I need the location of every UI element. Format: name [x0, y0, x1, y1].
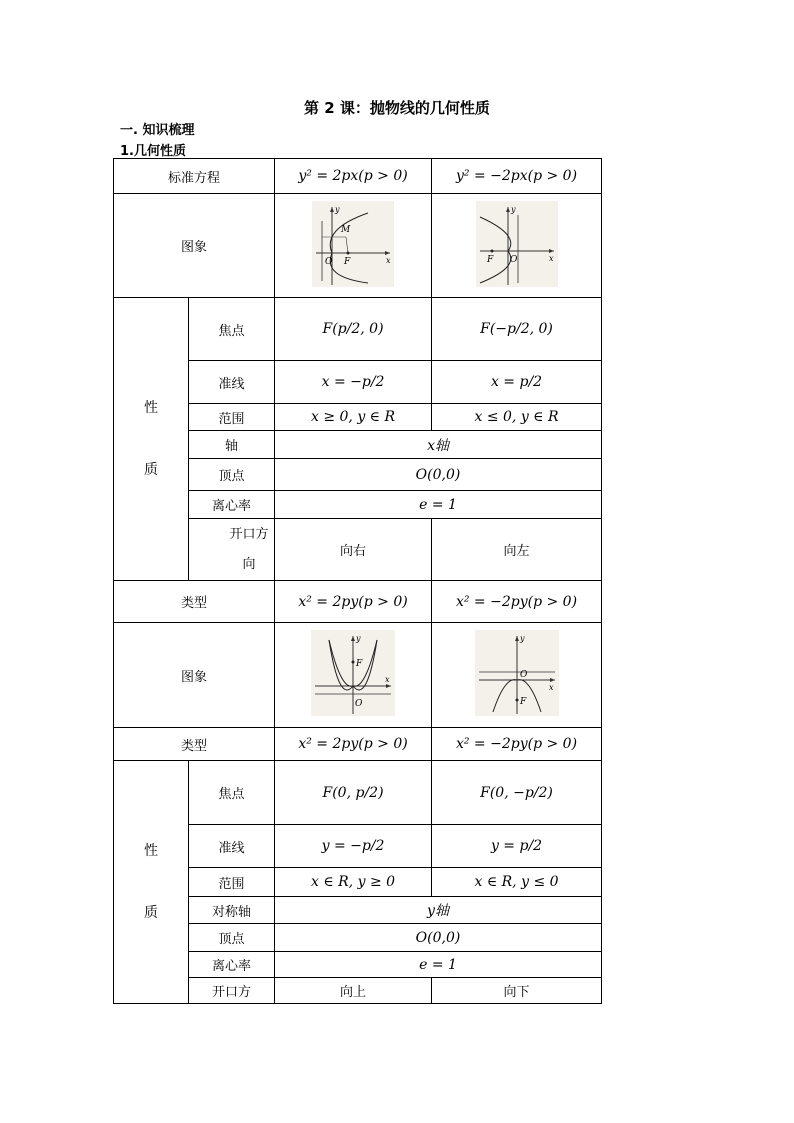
y-axis-label: y [356, 634, 361, 643]
opening-down: 向下 [432, 978, 602, 1004]
eq-right: y² = 2px(p > 0) [298, 168, 408, 184]
focus-label: 焦点 [189, 298, 275, 361]
graph-open-right [312, 201, 394, 287]
origin-label: O [325, 256, 333, 267]
vertex-label: 顶点 [189, 459, 275, 491]
graph-open-left [476, 201, 558, 287]
focus-label-2: 焦点 [189, 761, 275, 825]
image-label: 图象 [114, 194, 275, 298]
opening-left: 向左 [432, 519, 602, 581]
y-axis-label: y [519, 634, 525, 643]
point-m-label: M [341, 224, 351, 235]
properties-label-cell [114, 298, 189, 581]
range-up: x ∈ R, y ≥ 0 [310, 874, 396, 890]
eccentricity-value-2: e = 1 [419, 956, 457, 973]
directrix-right: x = −p/2 [321, 374, 385, 390]
opening-label-2: 开口方 [189, 978, 275, 1004]
prop-char-2: 质 [144, 462, 158, 478]
directrix-up: y = −p/2 [321, 838, 385, 854]
range-label-2: 范围 [189, 868, 275, 897]
page-title: 第 2 课：抛物线的几何性质 [304, 99, 490, 117]
opening-up: 向上 [275, 978, 432, 1004]
x-axis-label: x [548, 683, 554, 692]
axis-value: x轴 [427, 437, 449, 454]
origin-label: O [509, 254, 517, 265]
range-down: x ∈ R, y ≤ 0 [474, 874, 559, 890]
prop-char-2: 质 [144, 905, 158, 921]
type-label: 类型 [114, 581, 275, 623]
eccentricity-value: e = 1 [419, 496, 457, 513]
range-left: x ≤ 0, y ∈ R [474, 409, 559, 425]
image-label-2: 图象 [114, 623, 275, 728]
x-axis-label: x [386, 255, 391, 265]
prop-char-1: 性 [144, 400, 158, 416]
range-right: x ≥ 0, y ∈ R [310, 409, 396, 425]
focus-label: F [356, 659, 363, 669]
axis-value-2: y轴 [427, 903, 449, 919]
eq-left: y² = −2px(p > 0) [455, 168, 578, 184]
origin-label: O [519, 670, 527, 680]
x-axis-label: x [548, 253, 554, 263]
axis-label-2: 对称轴 [189, 897, 275, 924]
vertex-value: O(0,0) [415, 466, 461, 483]
focus-left: F(−p/2, 0) [480, 321, 553, 337]
subsection-heading: 1.几何性质 [120, 144, 186, 159]
eq-down-2: x² = −2py(p > 0) [455, 736, 578, 752]
eccentricity-label-2: 离心率 [189, 952, 275, 978]
section-heading: 一. 知识梳理 [120, 123, 195, 138]
range-label: 范围 [189, 404, 275, 431]
vertex-value-2: O(0,0) [415, 929, 461, 946]
y-axis-label: y [510, 204, 516, 214]
directrix-down: y = p/2 [490, 838, 543, 854]
graph-open-up [311, 630, 395, 716]
focus-label: F [519, 697, 526, 707]
directrix-label: 准线 [189, 361, 275, 404]
type-label-2: 类型 [114, 728, 275, 761]
directrix-left: x = p/2 [490, 374, 543, 390]
opening-label: 开口方向 [189, 519, 275, 581]
eq-down: x² = −2py(p > 0) [455, 593, 578, 610]
graph-open-down [475, 630, 559, 716]
y-axis-label: y [335, 204, 340, 214]
vertex-label-2: 顶点 [189, 924, 275, 952]
focus-label: F [486, 254, 493, 265]
prop-char-1: 性 [144, 843, 158, 859]
properties-table [113, 158, 602, 1004]
eq-up-2: x² = 2py(p > 0) [298, 736, 408, 752]
directrix-label-2: 准线 [189, 825, 275, 868]
axis-label: 轴 [189, 431, 275, 459]
focus-down: F(0, −p/2) [480, 784, 553, 801]
opening-right: 向右 [275, 519, 432, 581]
origin-label: O [355, 699, 363, 709]
eq-up: x² = 2py(p > 0) [298, 593, 408, 610]
x-axis-label: x [385, 675, 390, 684]
properties-label-cell-2 [114, 761, 189, 1004]
focus-up: F(0, p/2) [322, 784, 384, 801]
eccentricity-label: 离心率 [189, 491, 275, 519]
focus-right: F(p/2, 0) [322, 321, 384, 337]
focus-label: F [344, 256, 351, 267]
standard-eq-label: 标准方程 [114, 159, 275, 194]
